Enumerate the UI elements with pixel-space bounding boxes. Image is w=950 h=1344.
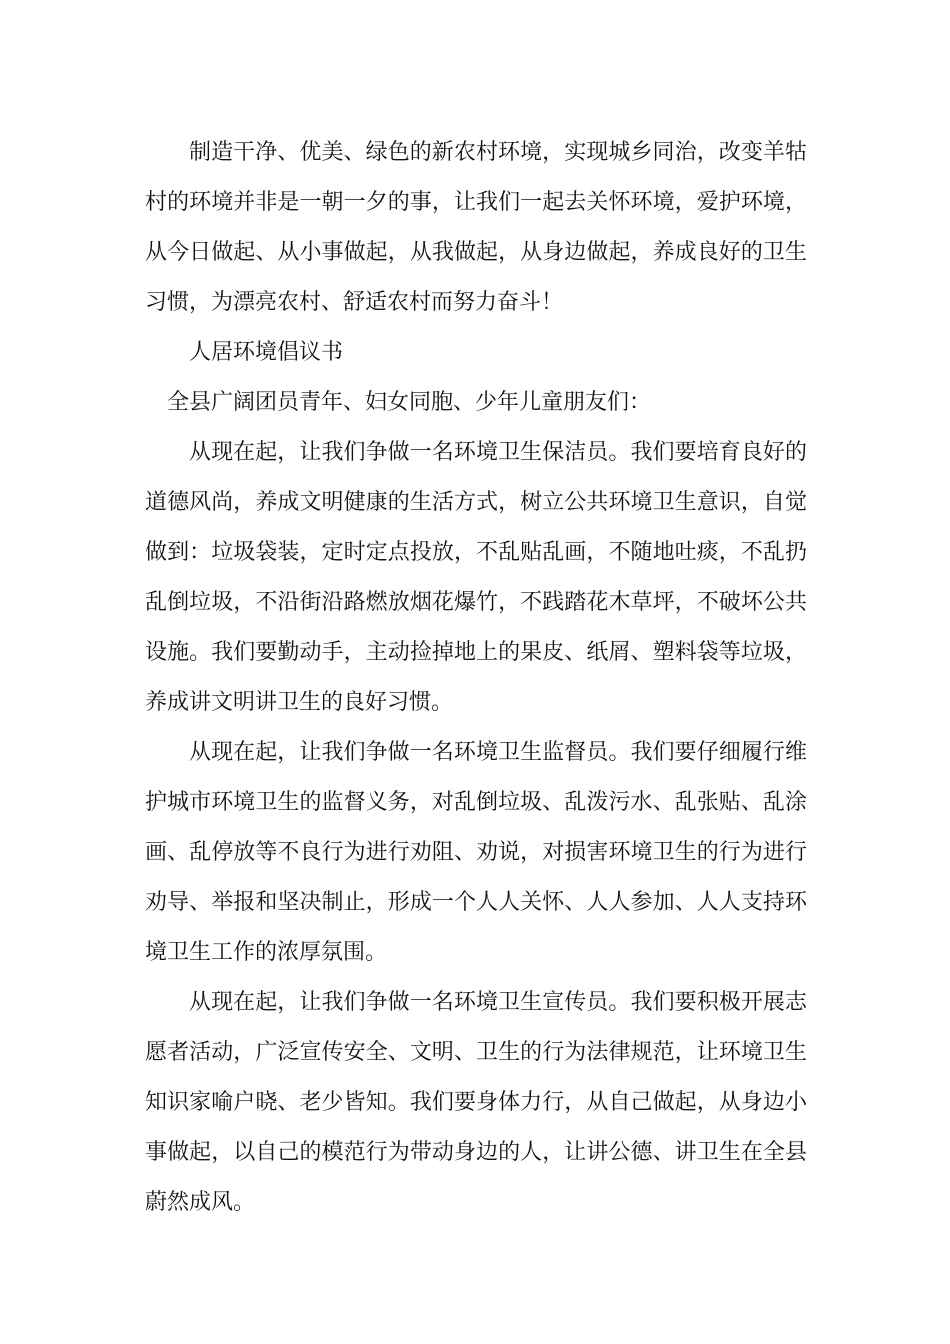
paragraph-cleaner: 从现在起，让我们争做一名环境卫生保洁员。我们要培育良好的道德风尚，养成文明健康的生活方式，树立公共环境卫生意识，自觉做到：垃圾袋装，定时定点投放，不乱贴乱画，不随地吐痰，不乱扔乱倒垃圾，不沿街沿路燃放烟花爆竹，不践踏花木草坪，不破坏公共设施。我们要勤动手，主动捡掉地上的果皮、纸屑、塑料袋等垃圾，养成讲文明讲卫生的良好习惯。: [145, 440, 807, 715]
paragraph-promoter: 从现在起，让我们争做一名环境卫生宣传员。我们要积极开展志愿者活动，广泛宣传安全、文明、卫生的行为法律规范，让环境卫生知识家喻户晓、老少皆知。我们要身体力行，从自己做起，从身边小事做起，以自己的模范行为带动身边的人，让讲公德、讲卫生在全县蔚然成风。: [145, 990, 807, 1215]
paragraph-intro: 制造干净、优美、绿色的新农村环境，实现城乡同治，改变羊牯村的环境并非是一朝一夕的事，让我们一起去关怀环境，爱护环境，从今日做起、从小事做起，从我做起，从身边做起，养成良好的卫生习惯，为漂亮农村、舒适农村而努力奋斗！: [145, 140, 807, 315]
document-body: [145, 128, 807, 1228]
document-title: 人居环境倡议书: [189, 340, 344, 365]
paragraph-supervisor: 从现在起，让我们争做一名环境卫生监督员。我们要仔细履行维护城市环境卫生的监督义务，对乱倒垃圾、乱泼污水、乱张贴、乱涂画、乱停放等不良行为进行劝阻、劝说，对损害环境卫生的行为进行劝导、举报和坚决制止，形成一个人人关怀、人人参加、人人支持环境卫生工作的浓厚氛围。: [145, 740, 807, 965]
salutation: 全县广阔团员青年、妇女同胞、少年儿童朋友们：: [167, 390, 652, 415]
